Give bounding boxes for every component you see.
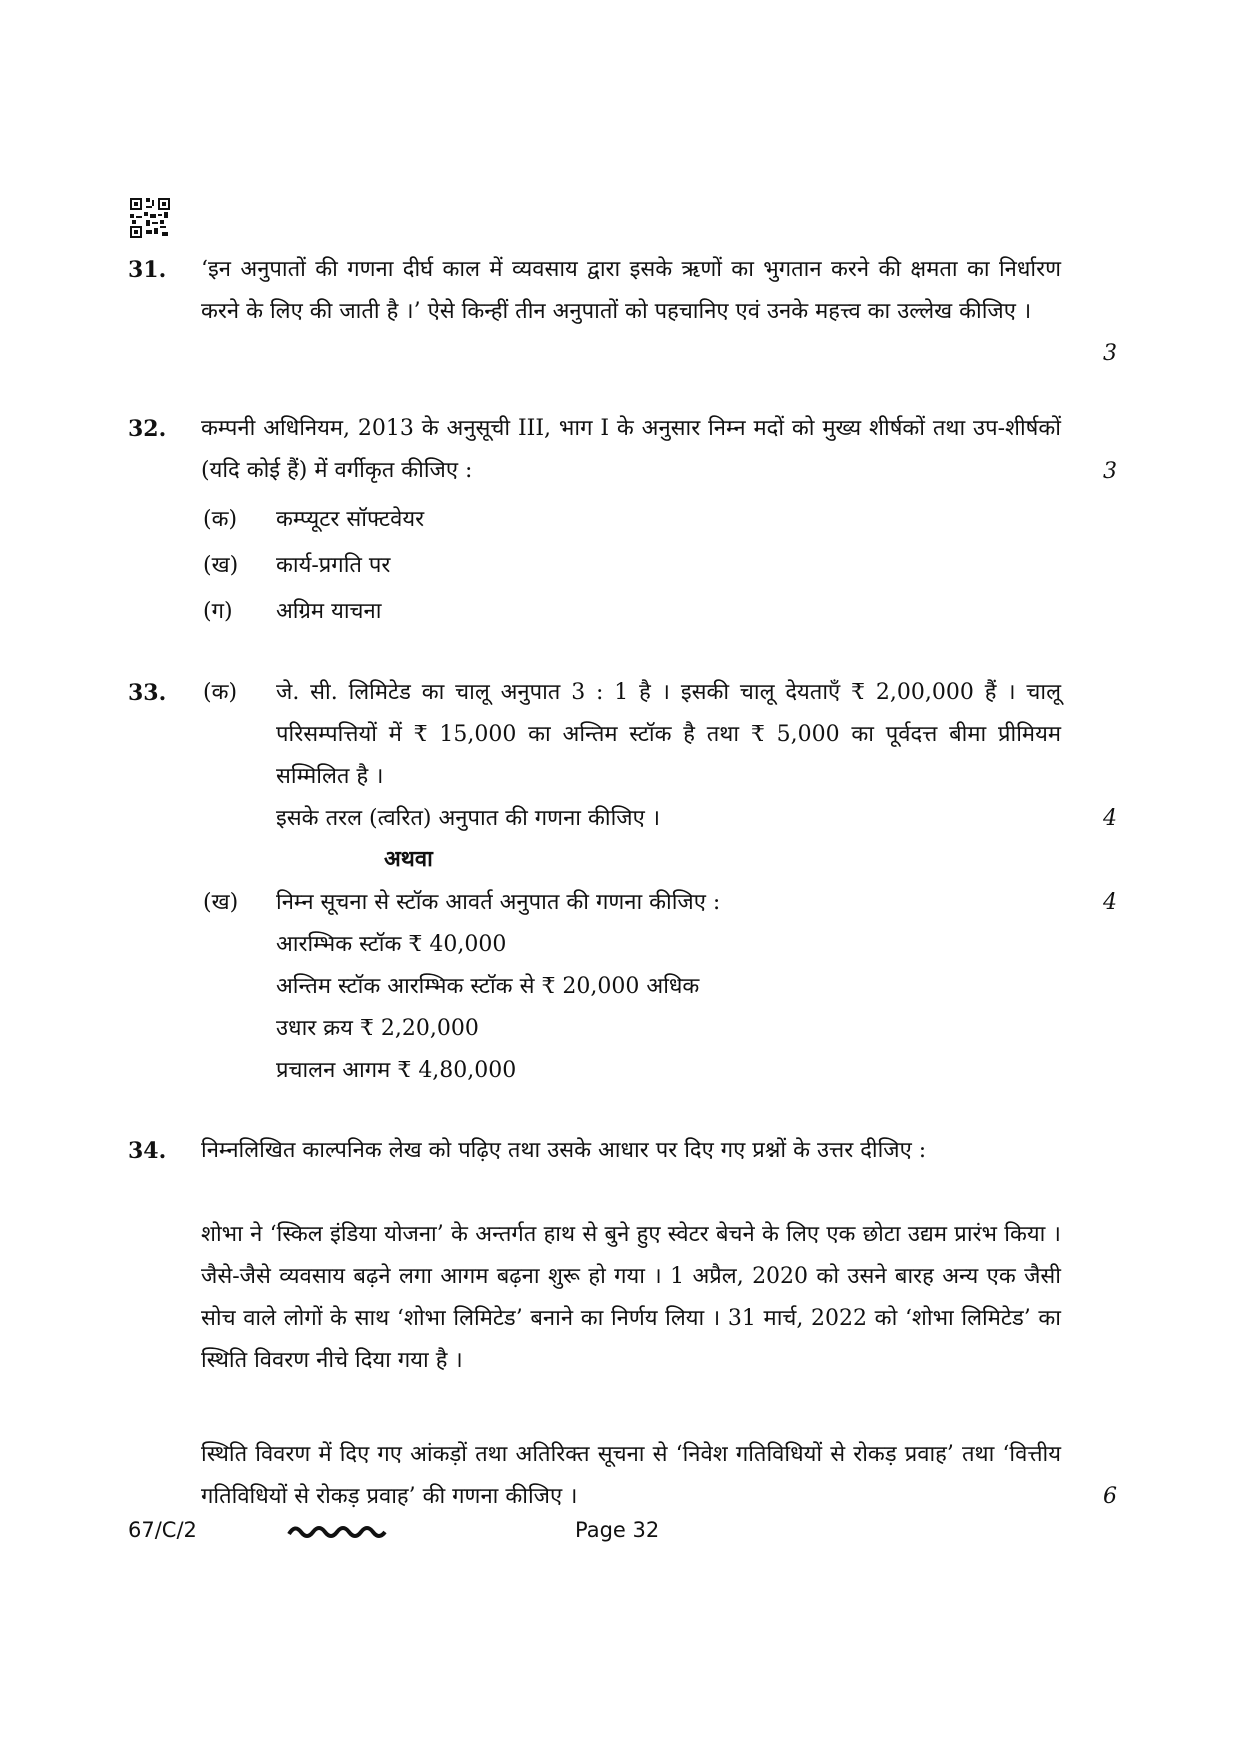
marks: 6 [1103,1484,1117,1509]
info-line: उधार क्रय ₹ 2,20,000 [276,1016,479,1041]
marks: 3 [1103,459,1117,484]
or-separator: अथवा [384,846,433,872]
marks: 4 [1103,806,1117,831]
paper-code: 67/C/2 [128,1518,197,1542]
item-text: कम्प्यूटर सॉफ्टवेयर [276,507,425,532]
option-a-question: इसके तरल (त्वरित) अनुपात की गणना कीजिए । [276,806,661,831]
marks: 3 [1103,341,1117,366]
item-text: अग्रिम याचना [276,599,382,624]
question-number: 31. [128,257,167,283]
page-number: Page 32 [575,1518,660,1542]
option-b-text: निम्न सूचना से स्टॉक आवर्त अनुपात की गणना कीजिए : [276,890,721,915]
question-number: 34. [128,1138,167,1164]
info-line: प्रचालन आगम ₹ 4,80,000 [276,1058,517,1083]
item-label: (ख) [203,553,239,578]
qr-code [130,198,170,238]
item-label: (क) [203,507,238,532]
item-text: कार्य-प्रगति पर [276,553,391,578]
passage-paragraph-2: स्थिति विवरण में दिए गए आंकड़ों तथा अतिरिक्त सूचना से ‘निवेश गतिविधियों से रोकड़ प्रवाह’ तथा ‘वित्तीय गतिविधियों से रोकड़ प्रवाह’ की गणना कीजिए । [201,1442,1061,1509]
question-number: 32. [128,416,167,442]
info-line: अन्तिम स्टॉक आरम्भिक स्टॉक से ₹ 20,000 अधिक [276,974,700,999]
option-a-label: (क) [203,680,238,705]
question-intro: निम्नलिखित काल्पनिक लेख को पढ़िए तथा उसके आधार पर दिए गए प्रश्नों के उत्तर दीजिए : [201,1138,927,1163]
item-label: (ग) [203,599,233,624]
info-line: आरम्भिक स्टॉक ₹ 40,000 [276,932,507,957]
marks: 4 [1103,890,1117,915]
passage-paragraph-1: शोभा ने ‘स्किल इंडिया योजना’ के अन्तर्गत हाथ से बुने हुए स्वेटर बेचने के लिए एक छोटा उद्यम प्रारंभ किया । जैसे-जैसे व्यवसाय बढ़ने लगा आगम बढ़ना शुरू हो गया । 1 अप्रैल, 2020 को उसने बारह अन्य एक जैसी सोच वाले लोगों के साथ ‘शोभा लिमिटेड’ बनाने का निर्णय लिया । 31 मार्च, 2022 को ‘शोभा लिमिटेड’ का स्थिति विवरण नीचे दिया गया है । [201,1222,1061,1373]
question-number: 33. [128,680,167,706]
option-a-text: जे. सी. लिमिटेड का चालू अनुपात 3 : 1 है । इसकी चालू देयताएँ ₹ 2,00,000 हैं । चालू परिसम्पत्तियों में ₹ 15,000 का अन्तिम स्टॉक है तथा ₹ 5,000 का पूर्वदत्त बीमा प्रीमियम सम्मिलित है । [276,680,1061,789]
question-text: कम्पनी अधिनियम, 2013 के अनुसूची III, भाग I के अनुसार निम्न मदों को मुख्य शीर्षकों तथा उप-शीर्षकों (यदि कोई हैं) में वर्गीकृत कीजिए : [201,416,1061,483]
question-text: ‘इन अनुपातों की गणना दीर्घ काल में व्यवसाय द्वारा इसके ऋणों का भुगतान करने की क्षमता का निर्धारण करने के लिए की जाती है ।’ ऐसे किन्हीं तीन अनुपातों को पहचानिए एवं उनके महत्त्व का उल्लेख कीजिए । [201,257,1061,324]
option-b-label: (ख) [203,890,239,915]
wave-decoration [287,1522,387,1542]
